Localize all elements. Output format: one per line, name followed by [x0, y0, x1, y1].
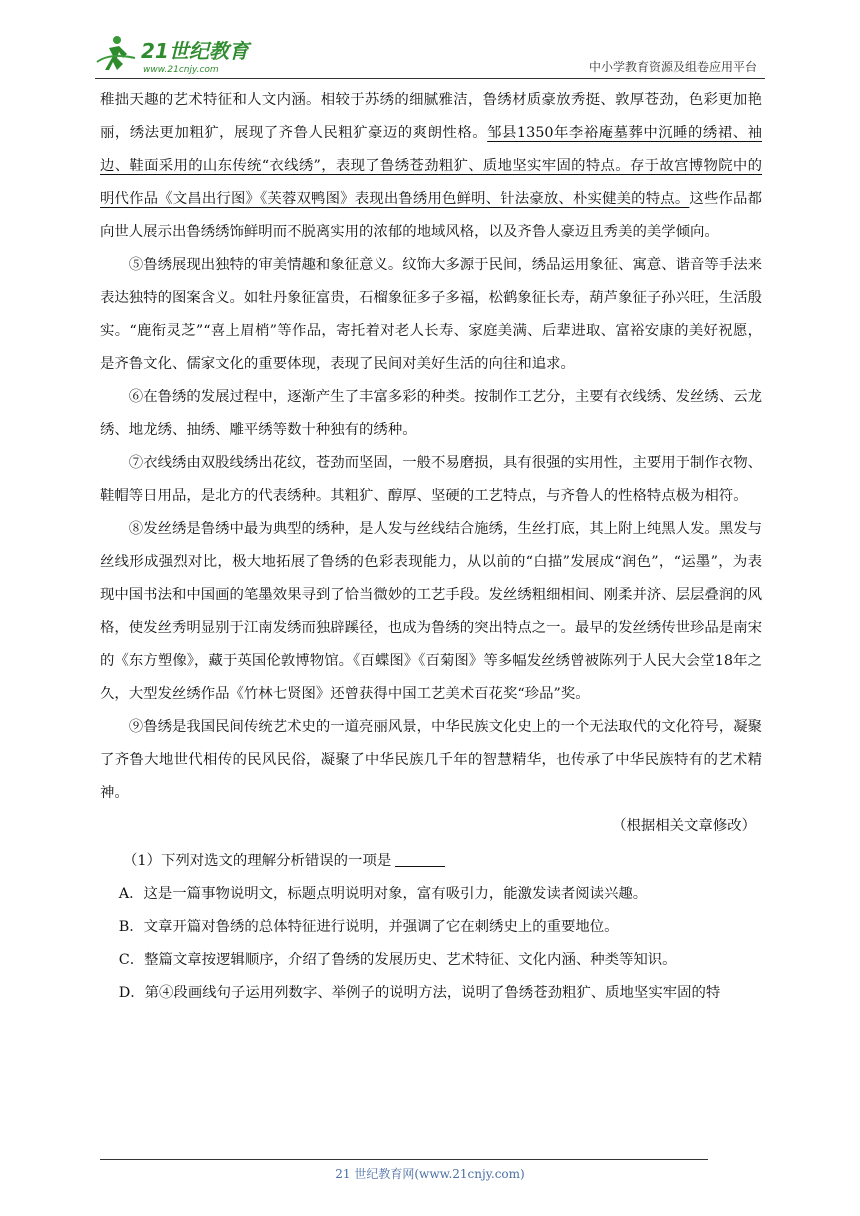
article-content — [100, 84, 762, 1010]
runner-icon — [97, 36, 135, 70]
paragraph-5: ⑤鲁绣展现出独特的审美情趣和象征意义。纹饰大多源于民间，绣品运用象征、寓意、谐音等手法来表达独特的图案含义。如牡丹象征富贵，石榴象征多子多福，松鹤象征长寿，葫芦象征子孙兴旺，生活殷实。“鹿衔灵芝”“喜上眉梢”等作品，寄托着对老人长寿、家庭美满、后辈进取、富裕安康的美好祝愿，是齐鲁文化、儒家文化的重要体现，表现了民间对美好生活的向往和追求。 — [100, 257, 762, 372]
answer-blank[interactable] — [395, 852, 445, 867]
page-header — [95, 28, 765, 79]
platform-name: 中小学教育资源及组卷应用平台 — [588, 60, 757, 74]
site-logo — [95, 32, 265, 76]
paragraph-8: ⑧发丝绣是鲁绣中最为典型的绣种，是人发与丝线结合施绣，生丝打底，其上附上纯黑人发。黑发与丝线形成强烈对比，极大地拓展了鲁绣的色彩表现能力，从以前的“白描”发展成“润色”，“运墨”，为表现中国书法和中国画的笔墨效果寻到了恰当微妙的工艺手段。发丝绣粗细相间、刚柔并济、层层叠润的风格，使发丝秀明显别于江南发绣而独辟蹊径，也成为鲁绣的突出特点之一。最早的发丝绣传世珍品是南宋的《东方塑像》，藏于英国伦敦博物馆。《百蝶图》《百菊图》等多幅发丝绣曾被陈列于人民大会堂18年之久，大型发丝绣作品《竹林七贤图》还曾获得中国工艺美术百花奖“珍品”奖。 — [100, 521, 762, 702]
source-note: （根据相关文章修改） — [612, 818, 756, 834]
paragraph-7: ⑦衣线绣由双股线绣出花纹，苍劲而坚固，一般不易磨损，具有很强的实用性，主要用于制作衣物、鞋帽等日用品，是北方的代表绣种。其粗犷、醇厚、坚硬的工艺特点，与齐鲁人的性格特点极为相符。 — [100, 455, 762, 504]
footer-divider — [100, 1159, 708, 1160]
underlined-sentence-2: 存于故宫博物院中的明代作品《文昌出行图》《芙蓉双鸭图》表现出鲁绣用色鲜明、针法豪放、朴实健美的特点。 — [100, 158, 762, 207]
underlined-sentence-1: 邹县1350年李裕庵墓葬中沉睡的绣裙、袖边、鞋面采用的山东传统“衣线绣”，表现了鲁绣苍劲粗犷、质地坚实牢固的特点。 — [100, 125, 762, 174]
paragraph-6: ⑥在鲁绣的发展过程中，逐渐产生了丰富多彩的种类。按制作工艺分，主要有衣线绣、发丝绣、云龙绣、地龙绣、抽绣、雕平绣等数十种独有的绣种。 — [100, 389, 762, 438]
option-b: B．文章开篇对鲁绣的总体特征进行说明，并强调了它在刺绣史上的重要地位。 — [118, 919, 619, 935]
svg-text:21世纪教育: 21世纪教育 — [141, 39, 249, 63]
option-a: A．这是一篇事物说明文，标题点明说明对象，富有吸引力，能激发读者阅读兴趣。 — [118, 886, 648, 902]
paragraph-9: ⑨鲁绣是我国民间传统艺术史的一道亮丽风景，中华民族文化史上的一个无法取代的文化符号，凝聚了齐鲁大地世代相传的民风民俗，凝聚了中华民族几千年的智慧精华，也传承了中华民族特有的艺术精神。 — [100, 719, 762, 801]
page-footer: 21 世纪教育网(www.21cnjy.com) — [335, 1167, 525, 1181]
paragraph-4-continued: 稚拙天趣的艺术特征和人文内涵。相较于苏绣的细腻雅洁，鲁绣材质豪放秀挺、敦厚苍劲，色彩更加艳丽，绣法更加粗犷，展现了齐鲁人民粗犷豪迈的爽朗性格。邹县1350年李裕庵墓葬中沉睡的绣裙、袖边、鞋面采用的山东传统“衣线绣”，表现了鲁绣苍劲粗犷、质地坚实牢固的特点。存于故宫博物院中的明代作品《文昌出行图》《芙蓉双鸭图》表现出鲁绣用色鲜明、针法豪放、朴实健美的特点。这些作品都向世人展示出鲁绣绣饰鲜明而不脱离实用的浓郁的地域风格，以及齐鲁人豪迈且秀美的美学倾向。 — [100, 92, 762, 240]
option-d: D．第④段画线句子运用列数字、举例子的说明方法，说明了鲁绣苍劲粗犷、质地坚实牢固的特 — [118, 985, 721, 1001]
question-stem: （1）下列对选文的理解分析错误的一项是 — [100, 845, 762, 878]
option-c: C．整篇文章按逻辑顺序，介绍了鲁绣的发展历史、艺术特征、文化内涵、种类等知识。 — [118, 952, 677, 968]
svg-text:www.21cnjy.com: www.21cnjy.com — [143, 65, 219, 75]
